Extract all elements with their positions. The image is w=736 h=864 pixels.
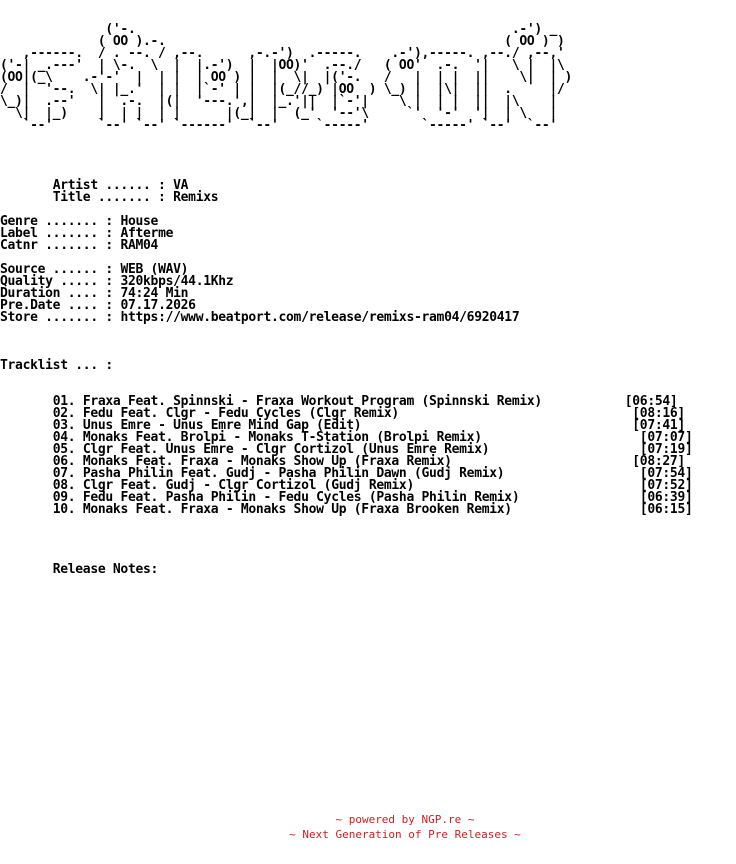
track-number: 02. [52, 406, 76, 421]
artist-value: VA [173, 178, 189, 193]
track-time: [06:39] [639, 490, 693, 505]
store-label: Store ....... : [0, 310, 113, 325]
source-value: WEB (WAV) [120, 262, 189, 277]
track-title: Monaks Feat. Brolpi - Monaks T-Station (Brolpi Remix) [82, 430, 482, 445]
title-value: Remixs [173, 190, 219, 205]
track-number: 05. [52, 442, 76, 457]
track-time: [06:54] [624, 394, 678, 409]
nfo-text [0, 24, 693, 576]
track-number: 01. [52, 394, 76, 409]
title-label: Title ....... : [52, 190, 166, 205]
track-title: Fedu Feat. Pasha Philin - Fedu Cycles (Pasha Philin Remix) [82, 490, 520, 505]
track-number: 09. [52, 490, 76, 505]
track-number: 03. [52, 418, 76, 433]
track-number: 10. [52, 502, 76, 517]
ascii-logo: ('-. .-') _ ( OO ).-. ( OO ) ) ,------. / . --. / ,--. ,-.-') .-----. .-'),-----. ,--./ ,--,' ('-| _.---' | \-. \ | |.-') | |OO)' .--./ ( OO' .-. '| \ | |\ (OO|(_\ .-'-' | | | | OO ) | | \| |('-. / | | | || \| | ) / | '--. \| |_.' | | |`-' | | |(_//_) |OO ) \_) | |\| || . |/ \_)| .--' | .-. |(| '---.',| |_.'|| |`-'| \ | | | || |\ | \| |_) | | | | | |(_| | (_' '--'\ `' '-' '| | \ | `--' `--' `--' `------' `--' `-----' `-----' `--' `--' [0, 22, 573, 133]
track-time: [06:15] [639, 502, 693, 517]
predate-label: Pre.Date .... : [0, 298, 113, 313]
footer-powered-by: ~ powered by NGP.re ~ [335, 813, 475, 826]
genre-value: House [120, 214, 159, 229]
track-list [0, 394, 693, 517]
label-value: Afterme [120, 226, 174, 241]
predate-value: 07.17.2026 [120, 298, 196, 313]
catnr-label: Catnr ....... : [0, 238, 113, 253]
store-link[interactable]: https://www.beatport.com/release/remixs-ram04/6920417 [120, 310, 520, 325]
label-label: Label ....... : [0, 226, 113, 241]
quality-label: Quality ..... : [0, 274, 113, 289]
duration-value: 74:24 Min [120, 286, 189, 301]
footer-tagline: ~ Next Generation of Pre Releases ~ [289, 828, 521, 841]
artist-label: Artist ...... : [52, 178, 166, 193]
track-title: Pasha Philin Feat. Gudj - Pasha Philin Dawn (Gudj Remix) [82, 466, 505, 481]
track-number: 06. [52, 454, 76, 469]
track-number: 04. [52, 430, 76, 445]
track-title: Clgr Feat. Unus Emre - Clgr Cortizol (Unus Emre Remix) [82, 442, 490, 457]
track-time: [07:41] [632, 418, 685, 433]
genre-label: Genre ....... : [0, 214, 113, 229]
track-title: Unus Emre - Unus Emre Mind Gap (Edit) [82, 418, 362, 433]
track-number: 08. [52, 478, 76, 493]
track-time: [07:52] [639, 478, 693, 493]
source-label: Source ...... : [0, 262, 113, 277]
track-time: [07:19] [639, 442, 693, 457]
tracklist-heading: Tracklist ... : [0, 358, 113, 373]
track-time: [07:54] [639, 466, 693, 481]
track-time: [07:07] [639, 430, 693, 445]
track-row [0, 502, 693, 517]
track-title: Clgr Feat. Gudj - Clgr Cortizol (Gudj Remix) [82, 478, 414, 493]
track-title: Fraxa Feat. Spinnski - Fraxa Workout Program (Spinnski Remix) [82, 394, 542, 409]
quality-value: 320kbps/44.1Khz [120, 274, 234, 289]
track-title: Monaks Feat. Fraxa - Monaks Show Up (Fraxa Brooken Remix) [82, 502, 512, 517]
release-notes-heading: Release Notes: [52, 562, 159, 577]
track-time: [08:16] [632, 406, 685, 421]
track-number: 07. [52, 466, 76, 481]
duration-label: Duration .... : [0, 286, 113, 301]
catnr-value: RAM04 [120, 238, 159, 253]
track-time: [08:27] [632, 454, 685, 469]
track-title: Monaks Feat. Fraxa - Monaks Show Up (Fraxa Remix) [82, 454, 452, 469]
track-title: Fedu Feat. Clgr - Fedu Cycles (Clgr Remix) [82, 406, 399, 421]
